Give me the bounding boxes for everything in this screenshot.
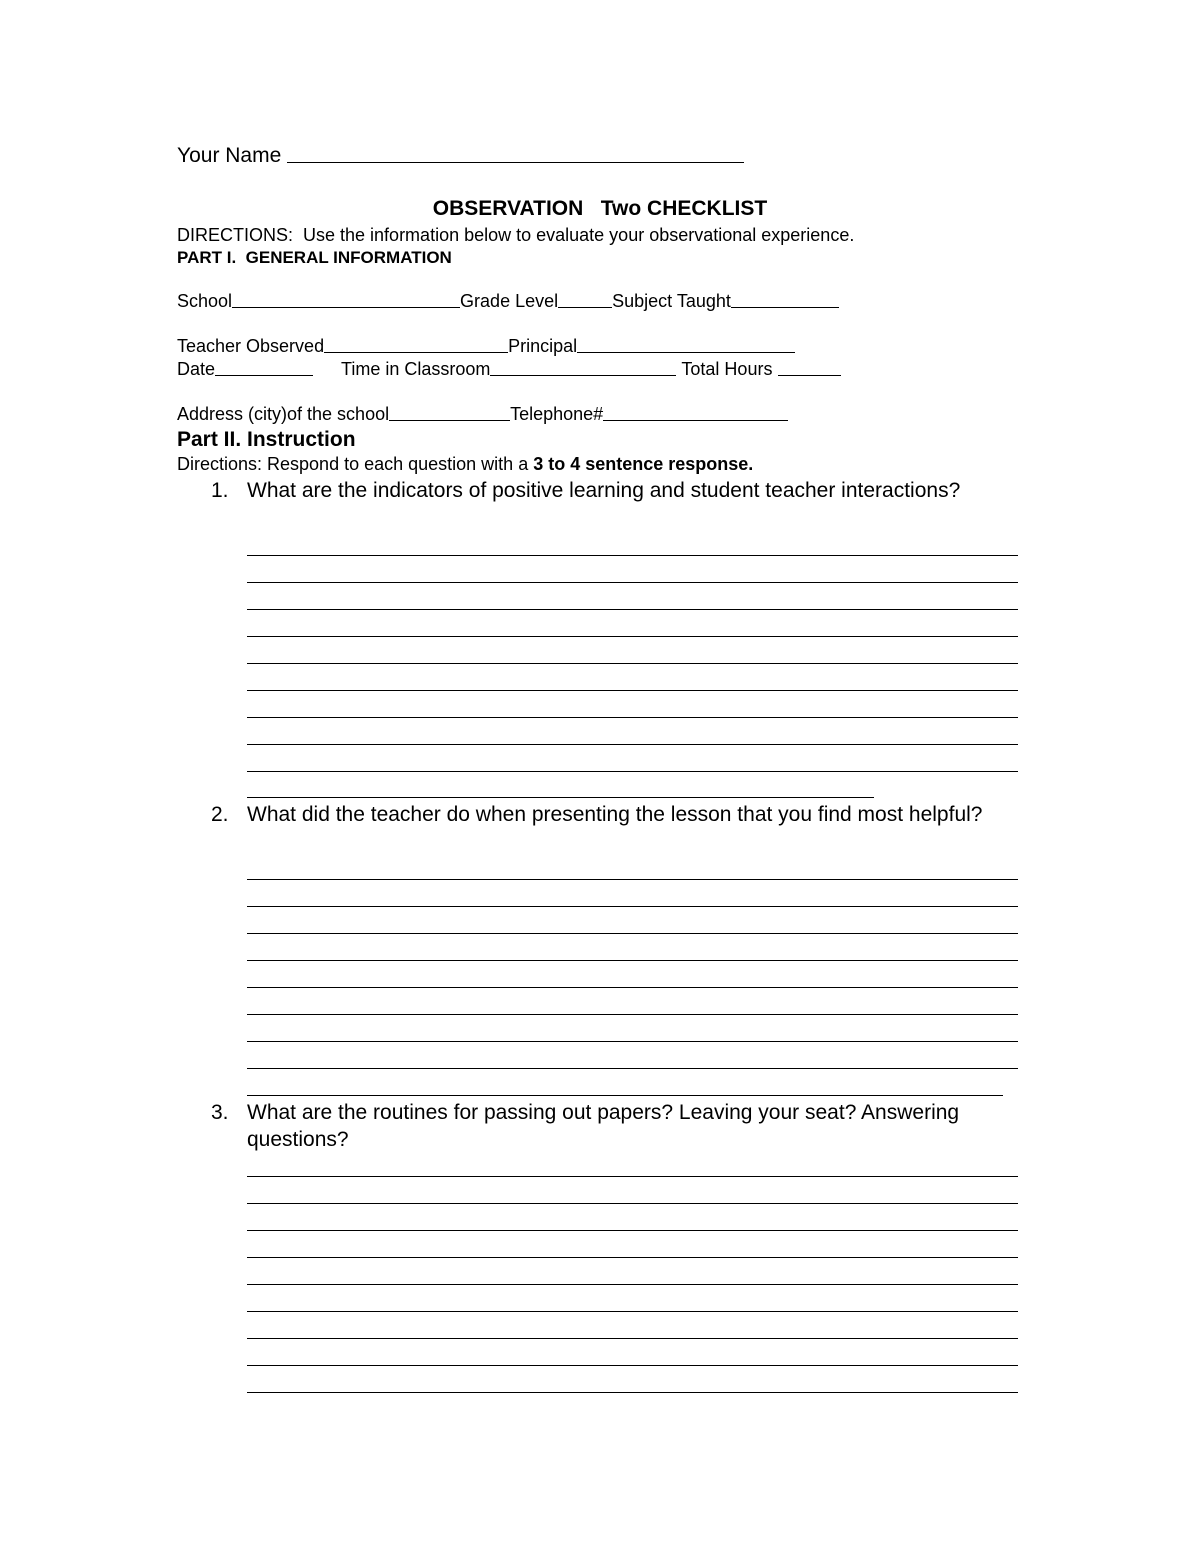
your-name-label: Your Name [177,144,282,167]
question-2-text: What did the teacher do when presenting the lesson that you find most helpful? [247,803,983,826]
q1-answer-line[interactable] [247,690,1018,691]
q1-answer-line[interactable] [247,797,874,798]
q1-answer-line[interactable] [247,744,1018,745]
grade-level-label: Grade Level [460,291,559,311]
q1-answer-line[interactable] [247,582,1018,583]
school-field[interactable] [232,307,460,308]
q3-answer-line[interactable] [247,1230,1018,1231]
date-field[interactable] [215,375,313,376]
q3-answer-line[interactable] [247,1392,1018,1393]
school-row [177,291,839,311]
q3-answer-line[interactable] [247,1176,1018,1177]
q2-answer-line[interactable] [247,987,1018,988]
q3-answer-line[interactable] [247,1311,1018,1312]
teacher-row [177,336,795,356]
q1-answer-line[interactable] [247,555,1018,556]
time-in-classroom-label: Time in Classroom [341,359,491,379]
teacher-observed-field[interactable] [324,352,508,353]
q1-answer-line[interactable] [247,609,1018,610]
q3-answer-line[interactable] [247,1203,1018,1204]
your-name-row [177,144,744,168]
grade-level-field[interactable] [558,307,612,308]
address-label: Address (city)of the school [177,404,390,424]
q3-answer-line[interactable] [247,1257,1018,1258]
question-3-text: What are the routines for passing out papers? Leaving your seat? Answering questions? [247,1101,960,1151]
subject-taught-label: Subject Taught [612,291,731,311]
q1-answer-line[interactable] [247,663,1018,664]
q1-answer-line[interactable] [247,717,1018,718]
q3-answer-line[interactable] [247,1365,1018,1366]
question-1-text: What are the indicators of positive learning and student teacher interactions? [247,479,961,502]
question-2-number: 2. [211,803,229,826]
part2-directions-text: Directions: Respond to each question with a [177,454,534,474]
part2-directions-emphasis: 3 to 4 sentence response. [533,454,754,474]
q2-answer-line[interactable] [247,879,1018,880]
date-label: Date [177,359,216,379]
q1-answer-line[interactable] [247,636,1018,637]
principal-label: Principal [508,336,578,356]
address-row [177,404,788,424]
date-row [177,359,841,379]
part2-heading: Part II. Instruction [177,428,356,451]
telephone-field[interactable] [603,420,788,421]
q2-answer-line[interactable] [247,960,1018,961]
directions-text: DIRECTIONS: Use the information below to evaluate your observational experience. [177,225,855,245]
q3-answer-line[interactable] [247,1338,1018,1339]
part1-heading: PART I. GENERAL INFORMATION [177,248,452,267]
principal-field[interactable] [577,352,795,353]
address-field[interactable] [389,420,510,421]
q2-answer-line[interactable] [247,1095,1003,1096]
time-in-classroom-field[interactable] [490,375,676,376]
subject-taught-field[interactable] [731,307,839,308]
telephone-label: Telephone# [510,404,604,424]
school-label: School [177,291,233,311]
total-hours-field[interactable] [778,375,841,376]
total-hours-label: Total Hours [681,359,773,379]
q2-answer-line[interactable] [247,1014,1018,1015]
q2-answer-line[interactable] [247,1041,1018,1042]
q2-answer-line[interactable] [247,1068,1018,1069]
q2-answer-line[interactable] [247,933,1018,934]
page-title: OBSERVATION Two CHECKLIST [432,197,768,220]
teacher-observed-label: Teacher Observed [177,336,325,356]
question-1-number: 1. [211,479,229,502]
your-name-field[interactable] [287,162,744,163]
q3-answer-line[interactable] [247,1284,1018,1285]
q2-answer-line[interactable] [247,906,1018,907]
q1-answer-line[interactable] [247,771,1018,772]
question-3-number: 3. [211,1101,229,1124]
part2-directions [177,454,753,474]
